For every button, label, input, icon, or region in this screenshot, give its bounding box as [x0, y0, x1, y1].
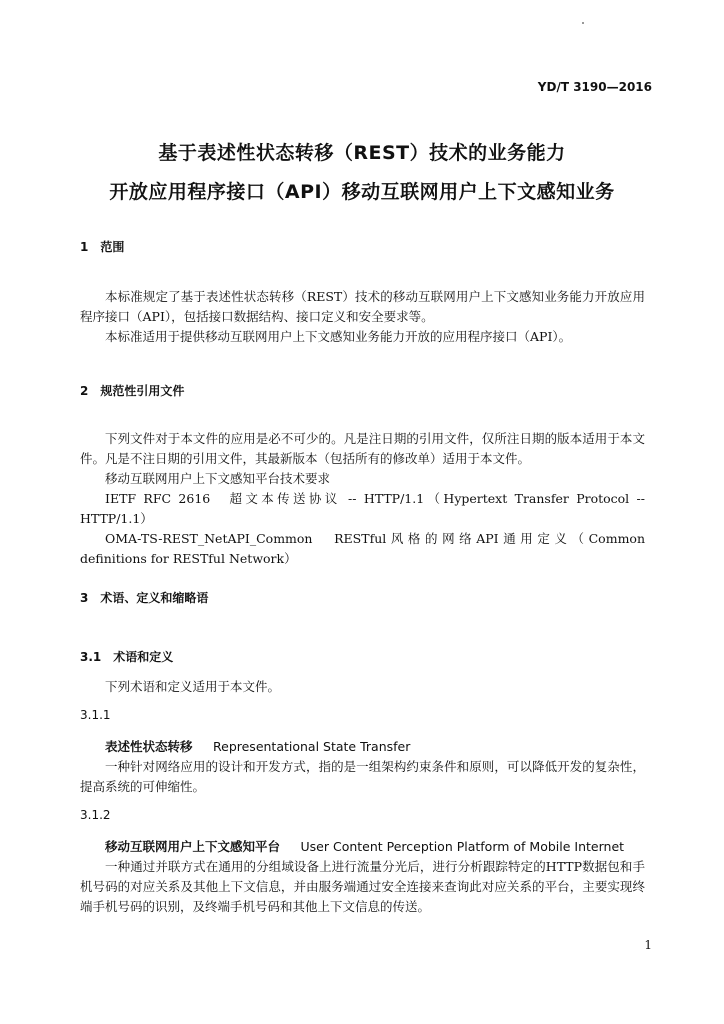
term-3-1-1-definition: 一种针对网络应用的设计和开发方式，指的是一组架构约束条件和原则，可以降低开发的复杂性，提高系统的可伸缩性。 [80, 759, 645, 794]
normative-reference-3: OMA-TS-REST_NetAPI_Common RESTful风格的网络API通用定义（Common definitions for RESTful Network） [80, 531, 645, 566]
section-3-heading: 3 术语、定义和缩略语 [80, 591, 209, 605]
section-1-body [80, 287, 645, 347]
section-2-paragraph-1: 下列文件对于本文件的应用是必不可少的。凡是注日期的引用文件，仅所注日期的版本适用于本文件。凡是不注日期的引用文件，其最新版本（包括所有的修改单）适用于本文件。 [80, 431, 645, 466]
normative-reference-2: IETF RFC 2616 超文本传送协议 -- HTTP/1.1（Hypertext Transfer Protocol -- HTTP/1.1） [80, 491, 645, 526]
section-3-1-heading: 3.1 术语和定义 [80, 650, 174, 664]
term-3-1-2-zh: 移动互联网用户上下文感知平台 [105, 839, 281, 854]
section-2-heading: 2 规范性引用文件 [80, 384, 185, 398]
term-3-1-2-en: User Content Perception Platform of Mobile Internet [300, 839, 625, 854]
term-3-1-2-number: 3.1.2 [80, 808, 111, 822]
term-3-1-1-heading [80, 737, 645, 757]
term-3-1-2-heading [80, 837, 645, 857]
document-title-line2: 开放应用程序接口（API）移动互联网用户上下文感知业务 [109, 181, 615, 203]
section-1-paragraph-2: 本标准适用于提供移动互联网用户上下文感知业务能力开放的应用程序接口（API）。 [105, 329, 572, 344]
section-2-body [80, 429, 645, 569]
section-1-paragraph-1: 本标准规定了基于表述性状态转移（REST）技术的移动互联网用户上下文感知业务能力开放应用程序接口（API），包括接口数据结构、接口定义和安全要求等。 [80, 289, 645, 324]
term-3-1-2-body [80, 837, 645, 917]
document-title-line1: 基于表述性状态转移（REST）技术的业务能力 [158, 142, 566, 164]
term-3-1-1-zh: 表述性状态转移 [105, 739, 193, 754]
scan-speck [582, 22, 584, 24]
section-1-heading: 1 范围 [80, 240, 125, 254]
section-3-1-intro-wrap [80, 677, 645, 697]
section-3-1-intro: 下列术语和定义适用于本文件。 [105, 679, 281, 694]
term-3-1-1-body [80, 737, 645, 797]
term-3-1-2-definition: 一种通过并联方式在通用的分组域设备上进行流量分光后，进行分析跟踪特定的HTTP数据包和手机号码的对应关系及其他上下文信息，并由服务端通过安全连接来查询此对应关系的平台，主要实现终端手机号码的识别，及终端手机号码和其他上下文信息的传送。 [80, 859, 645, 914]
term-3-1-1-en: Representational State Transfer [213, 739, 411, 754]
term-3-1-1-number: 3.1.1 [80, 708, 111, 722]
normative-reference-1: 移动互联网用户上下文感知平台技术要求 [105, 471, 331, 486]
page-number: 1 [644, 938, 652, 952]
standard-code: YD/T 3190—2016 [537, 80, 652, 94]
